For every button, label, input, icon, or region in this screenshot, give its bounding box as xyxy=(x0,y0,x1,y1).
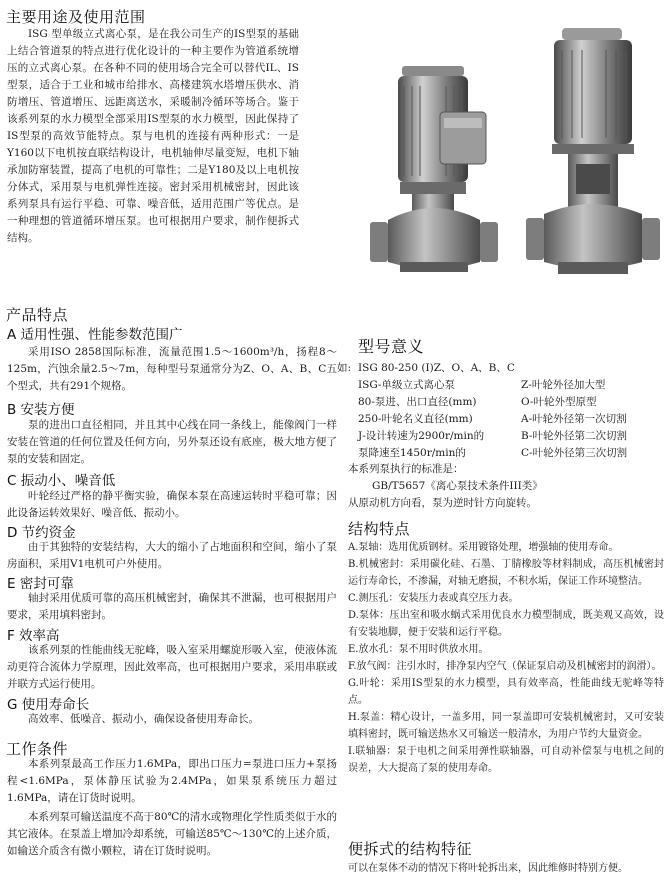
feature-b-title: B 安装方便 xyxy=(7,402,75,418)
structure-title: 结构特点 xyxy=(348,520,411,538)
feature-c-body: 叶轮经过严格的静平衡实验，确保本泵在高速运转时平稳可靠；因此设备运转效果好、噪音低、振动小。 xyxy=(7,490,337,519)
model-right-line: O-叶轮外型原型 xyxy=(521,396,597,408)
structure-item: C.测压孔：安装压力表或真空压力表。 xyxy=(348,593,519,604)
model-rotation: 从原动机方向看，泵为逆时针方向旋转。 xyxy=(348,497,537,509)
feature-a-body: 采用ISO 2858国际标准，流量范围1.5～1600m³/h，扬程8～125m，汽蚀余量2.5～7m，每种型号泵通常分为Z、O、A、B、C五个型式，共有291个规格。 xyxy=(7,346,337,392)
feature-d-body: 由于其独特的安装结构，大大的缩小了占地面积和空间，缩小了泵房面积，采用V1电机可户外使用。 xyxy=(7,541,337,570)
model-right-line: A-叶轮外径第一次切割 xyxy=(521,413,627,425)
feature-g-body: 高效率、低噪音、振动小，确保设备使用寿命长。 xyxy=(28,713,259,725)
feature-b-body: 泵的进出口直径相同，并且其中心线在同一条线上，能像阀门一样安装在管道的任何位置及任何方向，另外泵还设有底座，极大地方便了泵的安装和固定。 xyxy=(7,419,337,465)
model-standard: GB/T5657《离心泵技术条件III类》 xyxy=(372,480,543,492)
feature-a-title: A 适用性强、性能参数范围广 xyxy=(7,327,183,343)
model-title: 型号意义 xyxy=(358,337,425,356)
model-left-line: J-设计转速为2900r/min的 xyxy=(358,430,485,442)
feature-e-body: 轴封采用优质可靠的高压机械密封，确保其不泄漏，也可根据用户要求，采用填料密封。 xyxy=(7,592,337,621)
model-left-line: 80-泵进、出口直径(mm) xyxy=(358,396,477,408)
pump-illustration xyxy=(330,0,670,300)
structure-item: B.机械密封：采用碳化硅、石墨、丁腈橡胶等材料制成，高压机械密封运行寿命长，不渗漏，对轴无磨损，不积水垢，保证工作环境整洁。 xyxy=(348,559,664,587)
structure-item: G.叶轮：采用IS型泵的水力模型，具有效率高，性能曲线无驼峰等特点。 xyxy=(348,678,664,706)
structure-item: H.泵盖：精心设计，一盖多用，同一泵盖即可安装机械密封，又可安装填料密封，既可输送热水又可输送一般清水，为用户节约大量资金。 xyxy=(348,712,664,740)
feature-d-title: D 节约资金 xyxy=(7,525,76,541)
model-example-label: 如: xyxy=(337,362,352,374)
structure-item: I.联轴器：泵于电机之间采用弹性联轴器，可自动补偿泵与电机之间的误差，大大提高了泵的使用寿命。 xyxy=(348,746,664,774)
structure-item: D.泵体：压出室和吸水蜗式采用优良水力模型制成，既美观又高效，设有安装地脚，便于安装和运行平稳。 xyxy=(348,610,664,638)
uses-body: ISG 型单级立式离心泵，是在我公司生产的IS型泵的基础上结合管道泵的特点进行优化设计的一种主要作为管道系统增压的立式离心泵。在各种不同的使用场合完全可以替代IL、IS型泵，适合于工业和城市给排水、高楼建筑水塔增压供水、消防增压、管道增压、远距离送水，采暖制冷循环等场合。鉴于该系列泵的水力模型全部采用IS型泵的水力模型，因此保持了IS型泵的高效节能特点。泵与电机的连接有两种形式：一是Y160以下电机按直联结构设计，电机轴伸尽量变短，电机下轴承加防窜装置，提高了电机的可靠性；二是Y180及以上电机按分体式，采用泵与电机弹性连接。密封采用机械密封，因此该系列泵具有运行平稳、可靠、噪音低，适用范围广等优点。是一种理想的管道循环增压泵。也可根据用户要求，制作便拆式结构。 xyxy=(7,28,299,244)
working-title: 工作条件 xyxy=(6,740,69,758)
removable-body: 可以在泵体不动的情况下将叶轮拆出来，因此维修时特别方便。 xyxy=(348,863,628,874)
removable-title: 便拆式的结构特征 xyxy=(348,840,473,858)
pump-photos xyxy=(330,0,670,300)
model-left-line: 250-叶轮名义直径(mm) xyxy=(358,413,473,425)
model-right-line: B-叶轮外径第二次切割 xyxy=(521,430,627,442)
model-example: ISG 80-250 (I)Z、O、A、B、C xyxy=(358,362,515,374)
feature-f-body: 该系列泵的性能曲线无驼峰，吸入室采用螺旋形吸入室，使液体流动更符合流体力学原理，因此效率高，也可根据用户要求，采用串联或并联方式运行使用。 xyxy=(7,644,337,690)
working-p2: 本系列泵可输送温度不高于80℃的清水或物理化学性质类似于水的其它液体。在泵盖上增加冷却系统，可输送85℃～130℃的上述介质，如输送介质含有微小颗粒，请在订货时说明。 xyxy=(7,811,337,857)
uses-title: 主要用途及使用范围 xyxy=(6,8,146,26)
model-right-line: Z-叶轮外径加大型 xyxy=(521,379,606,391)
pump-large xyxy=(526,28,660,274)
model-standard-label: 本系列泵执行的标准是： xyxy=(348,463,464,475)
working-p1: 本系列泵最高工作压力1.6MPa，即出口压力=泵进口压力+泵扬程<1.6MPa，泵体静压试验为2.4MPa，如果泵系统压力超过1.6MPa，请在订货时说明。 xyxy=(7,758,337,804)
feature-g-title: G 使用寿命长 xyxy=(7,697,90,713)
model-right-line: C-叶轮外径第三次切割 xyxy=(521,447,628,459)
feature-e-title: E 密封可靠 xyxy=(7,576,74,592)
model-left-line: 泵降速至1450r/min的 xyxy=(358,447,466,459)
pump-small xyxy=(370,66,498,272)
structure-item: A.泵轴：选用优质钢材。采用镀铬处理，增强轴的使用寿命。 xyxy=(348,542,619,553)
features-title: 产品特点 xyxy=(6,306,69,324)
structure-list xyxy=(348,539,664,777)
model-left-line: ISG-单级立式离心泵 xyxy=(358,379,455,391)
structure-item: E.放水孔：泵不用时供放水用。 xyxy=(348,644,489,655)
feature-c-title: C 振动小、噪音低 xyxy=(7,473,116,489)
structure-item: F.放气阀：注引水时，排净泵内空气（保证泵启动及机械密封的润滑）。 xyxy=(348,661,662,672)
feature-f-title: F 效率高 xyxy=(7,628,60,644)
